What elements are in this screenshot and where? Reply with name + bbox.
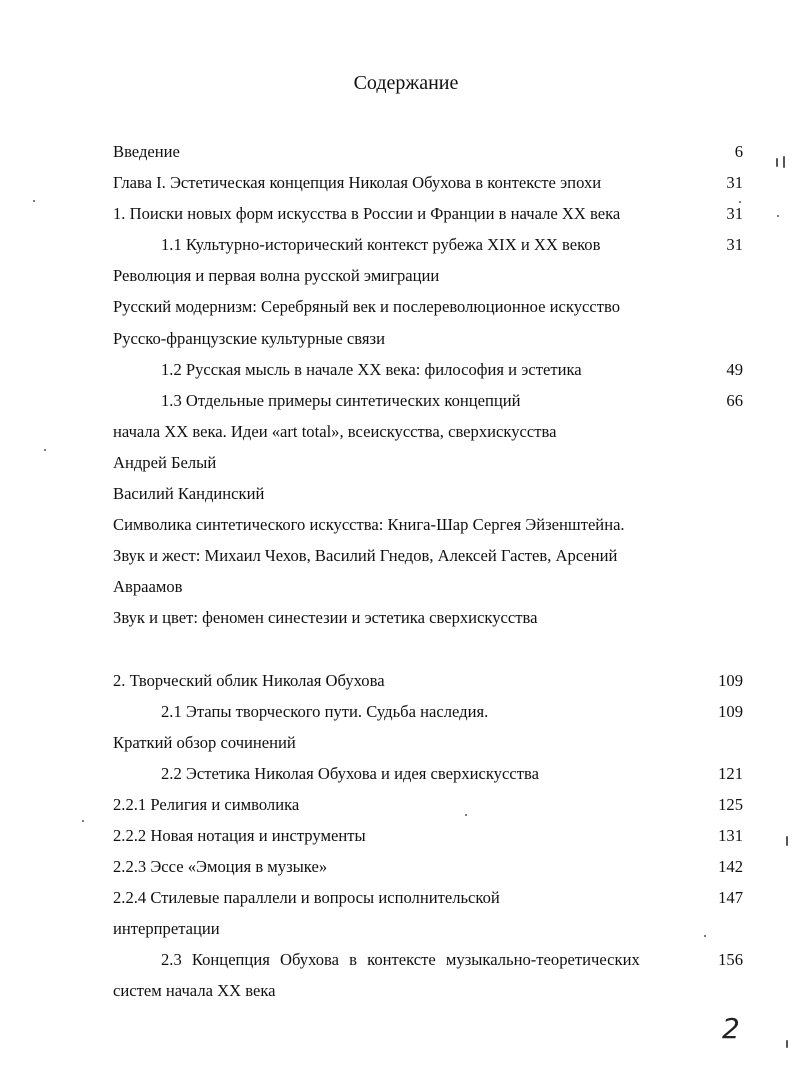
toc-entry-text: 2.3 Концепция Обухова в контексте музыкально-теоретических	[161, 950, 640, 970]
toc-entry-text: Введение	[113, 142, 180, 161]
scan-speck	[776, 158, 778, 167]
toc-entry-page: 156	[718, 950, 743, 970]
toc-entry-page: 109	[718, 701, 743, 721]
toc-entry-page: 109	[718, 670, 743, 690]
toc-entry-section-1-1	[113, 229, 743, 260]
toc-entry-subtopic	[113, 447, 743, 478]
toc-entry-text: Андрей Белый	[113, 452, 217, 472]
toc-entry-text: Василий Кандинский	[113, 484, 265, 504]
toc-entry-section-2-2-4	[113, 882, 743, 913]
toc-entry-text: 1.1 Культурно-исторический контекст рубежа XIX и XX веков	[161, 235, 601, 255]
toc-entry-page: 66	[726, 390, 743, 410]
toc-entry-section-2-2-1	[113, 789, 743, 820]
table-of-contents	[113, 136, 743, 1007]
toc-entry-text: 2.2.3 Эссе «Эмоция в музыке»	[113, 857, 328, 877]
toc-entry-section-1	[113, 198, 743, 229]
toc-entry-section-2-2-3	[113, 851, 743, 882]
scan-speck	[704, 935, 706, 937]
toc-entry-text: Символика синтетического искусства: Книга-Шар Сергея Эйзенштейна.	[113, 515, 625, 535]
toc-entry-continuation	[113, 913, 743, 944]
scan-speck	[786, 1040, 788, 1048]
toc-entry-text: Звук и жест: Михаил Чехов, Василий Гнедов, Алексей Гастев, Арсений	[113, 546, 618, 566]
toc-entry-text: 2.2.2 Новая нотация и инструменты	[113, 825, 366, 845]
toc-entry-text: Русский модернизм: Серебряный век и послереволюционное искусство	[113, 297, 621, 317]
toc-entry-continuation	[113, 571, 743, 602]
toc-entry-subtopic	[113, 602, 743, 633]
page-title: Содержание	[353, 72, 459, 94]
toc-entry-continuation	[113, 727, 743, 758]
toc-entry-section-2-1	[113, 696, 743, 727]
toc-entry-section-2-3	[113, 944, 743, 975]
toc-entry-page: 131	[718, 825, 743, 845]
toc-entry-page: 147	[718, 888, 743, 908]
toc-entry-section-1-3	[113, 385, 743, 416]
toc-entry-text: Авраамов	[113, 577, 183, 597]
toc-entry-page: 49	[726, 359, 743, 379]
toc-entry-subtopic	[113, 323, 743, 354]
page-number: 2	[722, 1012, 740, 1045]
toc-entry-text: Глава I. Эстетическая концепция Николая Обухова в контексте эпохи	[113, 173, 602, 193]
scan-speck	[777, 215, 779, 217]
toc-entry-section-2-2	[113, 758, 743, 789]
section-gap	[113, 634, 743, 665]
toc-entry-section-2-2-2	[113, 820, 743, 851]
toc-entry-subtopic	[113, 478, 743, 509]
toc-entry-page: 31	[726, 204, 743, 224]
toc-entry-text: начала XX века. Идеи «art total», всеискусства, сверхискусства	[113, 421, 557, 441]
toc-entry-section-1-2	[113, 354, 743, 385]
toc-entry-subtopic	[113, 509, 743, 540]
toc-entry-text: 1. Поиски новых форм искусства в России и Франции в начале XX века	[113, 204, 621, 224]
toc-entry-text: 2. Творческий облик Николая Обухова	[113, 670, 385, 690]
toc-entry-page: 6	[734, 142, 743, 161]
toc-entry-subtopic	[113, 260, 743, 291]
toc-entry-continuation	[113, 416, 743, 447]
toc-entry-page: 125	[718, 794, 743, 814]
toc-entry-text: 2.1 Этапы творческого пути. Судьба наследия.	[161, 701, 489, 721]
toc-entry-text: систем начала XX века	[113, 981, 276, 1001]
scan-speck	[783, 156, 785, 168]
scan-speck	[465, 814, 467, 816]
toc-entry-subtopic	[113, 540, 743, 571]
scan-speck	[44, 449, 46, 451]
scan-speck	[786, 836, 788, 846]
toc-entry-text: 2.2.4 Стилевые параллели и вопросы исполнительской	[113, 888, 500, 908]
toc-entry-subtopic	[113, 291, 743, 322]
scan-speck	[33, 200, 35, 202]
toc-entry-text: 1.3 Отдельные примеры синтетических концепций	[161, 390, 521, 410]
toc-entry-text: Звук и цвет: феномен синестезии и эстетика сверхискусства	[113, 608, 538, 628]
scan-speck	[82, 820, 84, 822]
toc-entry-continuation	[113, 975, 743, 1006]
toc-entry-page: 31	[726, 173, 743, 193]
toc-entry-page: 142	[718, 857, 743, 877]
toc-entry-text: 2.2 Эстетика Николая Обухова и идея сверхискусства	[161, 763, 539, 783]
toc-entry-text: интерпретации	[113, 919, 220, 939]
toc-entry-text: 1.2 Русская мысль в начале XX века: философия и эстетика	[161, 359, 582, 379]
toc-entry-text: Революция и первая волна русской эмиграции	[113, 266, 440, 286]
toc-entry-section-2	[113, 665, 743, 696]
scan-speck	[739, 201, 741, 203]
toc-entry-text: Русско-французские культурные связи	[113, 328, 385, 348]
toc-entry-page: 121	[718, 763, 743, 783]
toc-entry-text: 2.2.1 Религия и символика	[113, 794, 300, 814]
toc-entry-text: Краткий обзор сочинений	[113, 732, 296, 752]
toc-entry-page: 31	[726, 235, 743, 255]
toc-entry-introduction	[113, 136, 743, 167]
toc-entry-chapter-1	[113, 167, 743, 198]
